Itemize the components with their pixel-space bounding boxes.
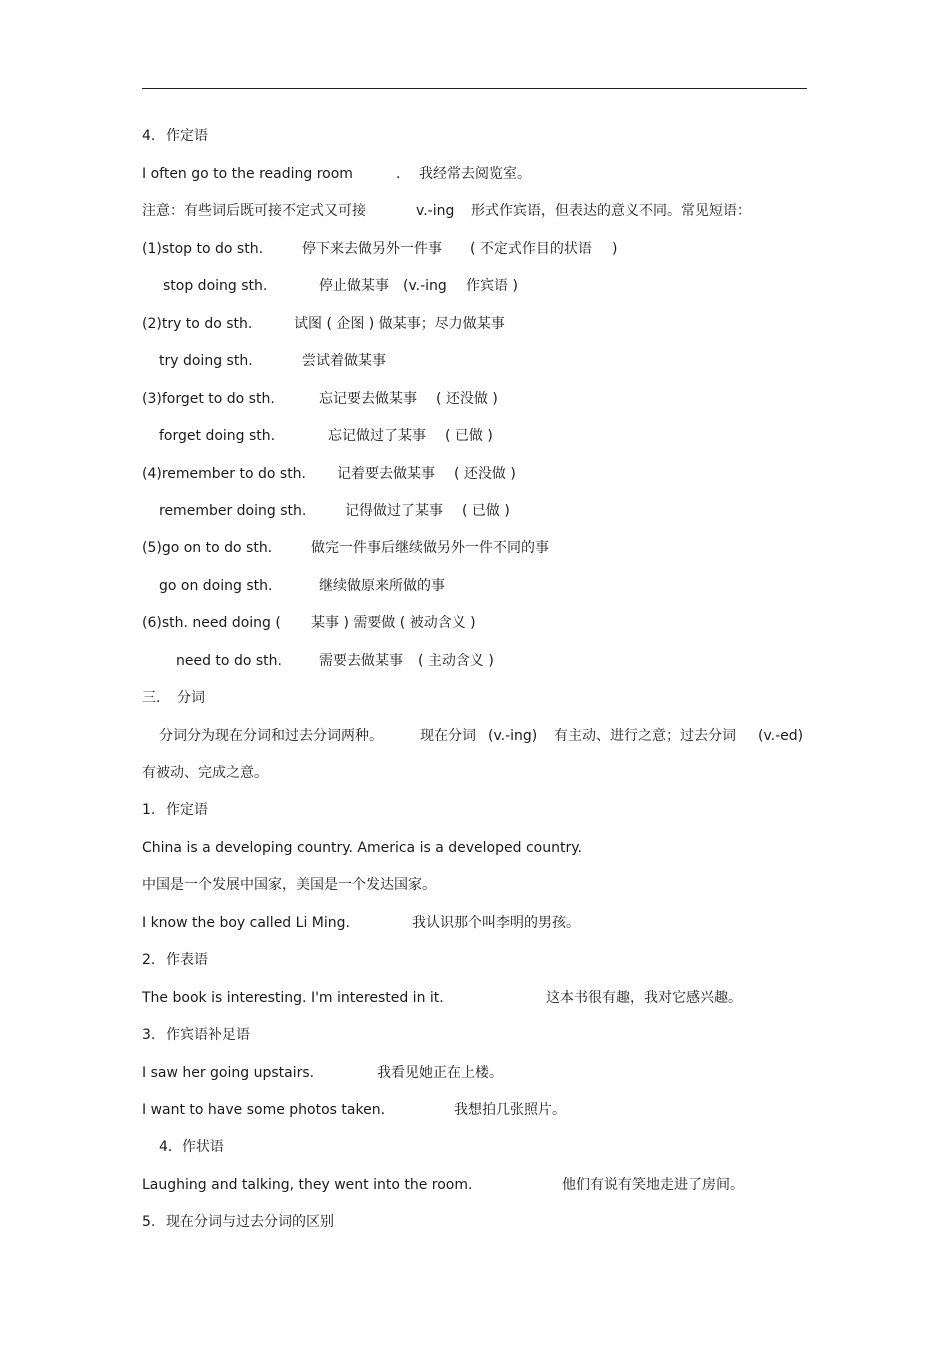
text-segment: ( 已做 ) (445, 428, 493, 444)
text-segment: 分词分为现在分词和过去分词两种。 (159, 728, 383, 744)
text-segment: 作宾语 ) (466, 278, 518, 294)
text-segment: 作定语 (166, 128, 208, 144)
text-segment: (3)forget to do sth. (142, 391, 275, 407)
text-segment: 我看见她正在上楼。 (377, 1065, 503, 1081)
text-segment: I often go to the reading room (142, 166, 353, 182)
text-segment: need to do sth. (176, 653, 282, 669)
text-segment: . (396, 166, 401, 182)
text-segment: 作宾语补足语 (166, 1027, 250, 1043)
text-segment: 2. (142, 952, 156, 968)
text-segment: I saw her going upstairs. (142, 1065, 315, 1081)
text-segment: 作表语 (166, 952, 208, 968)
text-segment: stop doing sth. (163, 278, 268, 294)
text-segment: 4．作状语 (159, 1139, 224, 1155)
text-segment: 分词 (177, 690, 205, 706)
text-segment: (4)remember to do sth. (142, 466, 307, 482)
text-segment: 1. (142, 802, 156, 818)
text-segment: 需要去做某事 (319, 653, 403, 669)
text-segment: 某事 ) 需要做 ( 被动含义 ) (311, 615, 476, 631)
text-segment: 作定语 (166, 802, 208, 818)
text-segment: 试图 ( 企图 ) 做某事；尽力做某事 (294, 316, 505, 332)
text-segment: 4. (142, 128, 156, 144)
text-segment: 有被动、完成之意。 (142, 765, 268, 781)
text-segment: (6)sth. need doing ( (142, 615, 281, 631)
text-segment: 这本书很有趣，我对它感兴趣。 (546, 990, 742, 1006)
text-segment: I want to have some photos taken. (142, 1102, 386, 1118)
text-segment: (5)go on to do sth. (142, 540, 273, 556)
text-segment: 停止做某事 (319, 278, 389, 294)
text-segment: ( 主动含义 ) (418, 653, 494, 669)
text-segment: 继续做原来所做的事 (319, 578, 445, 594)
text-segment: (v.-ed) (758, 728, 804, 744)
text-segment: 我想拍几张照片。 (454, 1102, 566, 1118)
text-segment: 形式作宾语，但表达的意义不同。常见短语： (471, 203, 751, 219)
header-rule (142, 88, 807, 89)
text-segment: (v.-ing (403, 278, 447, 294)
text-segment: 停下来去做另外一件事 (302, 241, 442, 257)
text-segment: 现在分词与过去分词的区别 (166, 1214, 334, 1230)
text-segment: 有主动、进行之意；过去分词 (554, 728, 736, 744)
text-segment: 记得做过了某事 (345, 503, 443, 519)
text-segment: ) (612, 241, 618, 257)
text-segment: The book is interesting. I'm interested in it. (142, 990, 444, 1006)
text-segment: v.-ing (416, 203, 455, 219)
text-segment: forget doing sth. (159, 428, 276, 444)
text-segment: ( 还没做 ) (454, 466, 516, 482)
text-segment: (v.-ing) (488, 728, 538, 744)
text-segment: 尝试着做某事 (302, 353, 386, 369)
text-segment: 中国是一个发展中国家，美国是一个发达国家。 (142, 877, 436, 893)
text-segment: (2)try to do sth. (142, 316, 253, 332)
text-segment: (1)stop to do sth. (142, 241, 264, 257)
text-segment: go on doing sth. (159, 578, 273, 594)
text-segment: 现在分词 (420, 728, 476, 744)
text-segment: 忘记做过了某事 (328, 428, 426, 444)
text-segment: ( 不定式作目的状语 (470, 241, 592, 257)
text-segment: 做完一件事后继续做另外一件不同的事 (311, 540, 549, 556)
text-segment: ( 已做 ) (462, 503, 510, 519)
text-segment: 忘记要去做某事 (319, 391, 417, 407)
text-segment: 记着要去做某事 (337, 466, 435, 482)
text-segment: 注意：有些词后既可接不定式又可接 (142, 203, 366, 219)
text-segment: 三. (142, 690, 161, 706)
text-segment: 我认识那个叫李明的男孩。 (412, 915, 580, 931)
text-segment: China is a developing country. America is a developed country. (142, 840, 582, 856)
text-segment: 3. (142, 1027, 156, 1043)
text-segment: ( 还没做 ) (436, 391, 498, 407)
text-segment: 他们有说有笑地走进了房间。 (562, 1177, 744, 1193)
text-segment: 我经常去阅览室。 (419, 166, 531, 182)
text-segment: I know the boy called Li Ming. (142, 915, 350, 931)
text-segment: try doing sth. (159, 353, 253, 369)
text-segment: remember doing sth. (159, 503, 307, 519)
text-segment: Laughing and talking, they went into the room. (142, 1177, 473, 1193)
text-segment: 5. (142, 1214, 156, 1230)
